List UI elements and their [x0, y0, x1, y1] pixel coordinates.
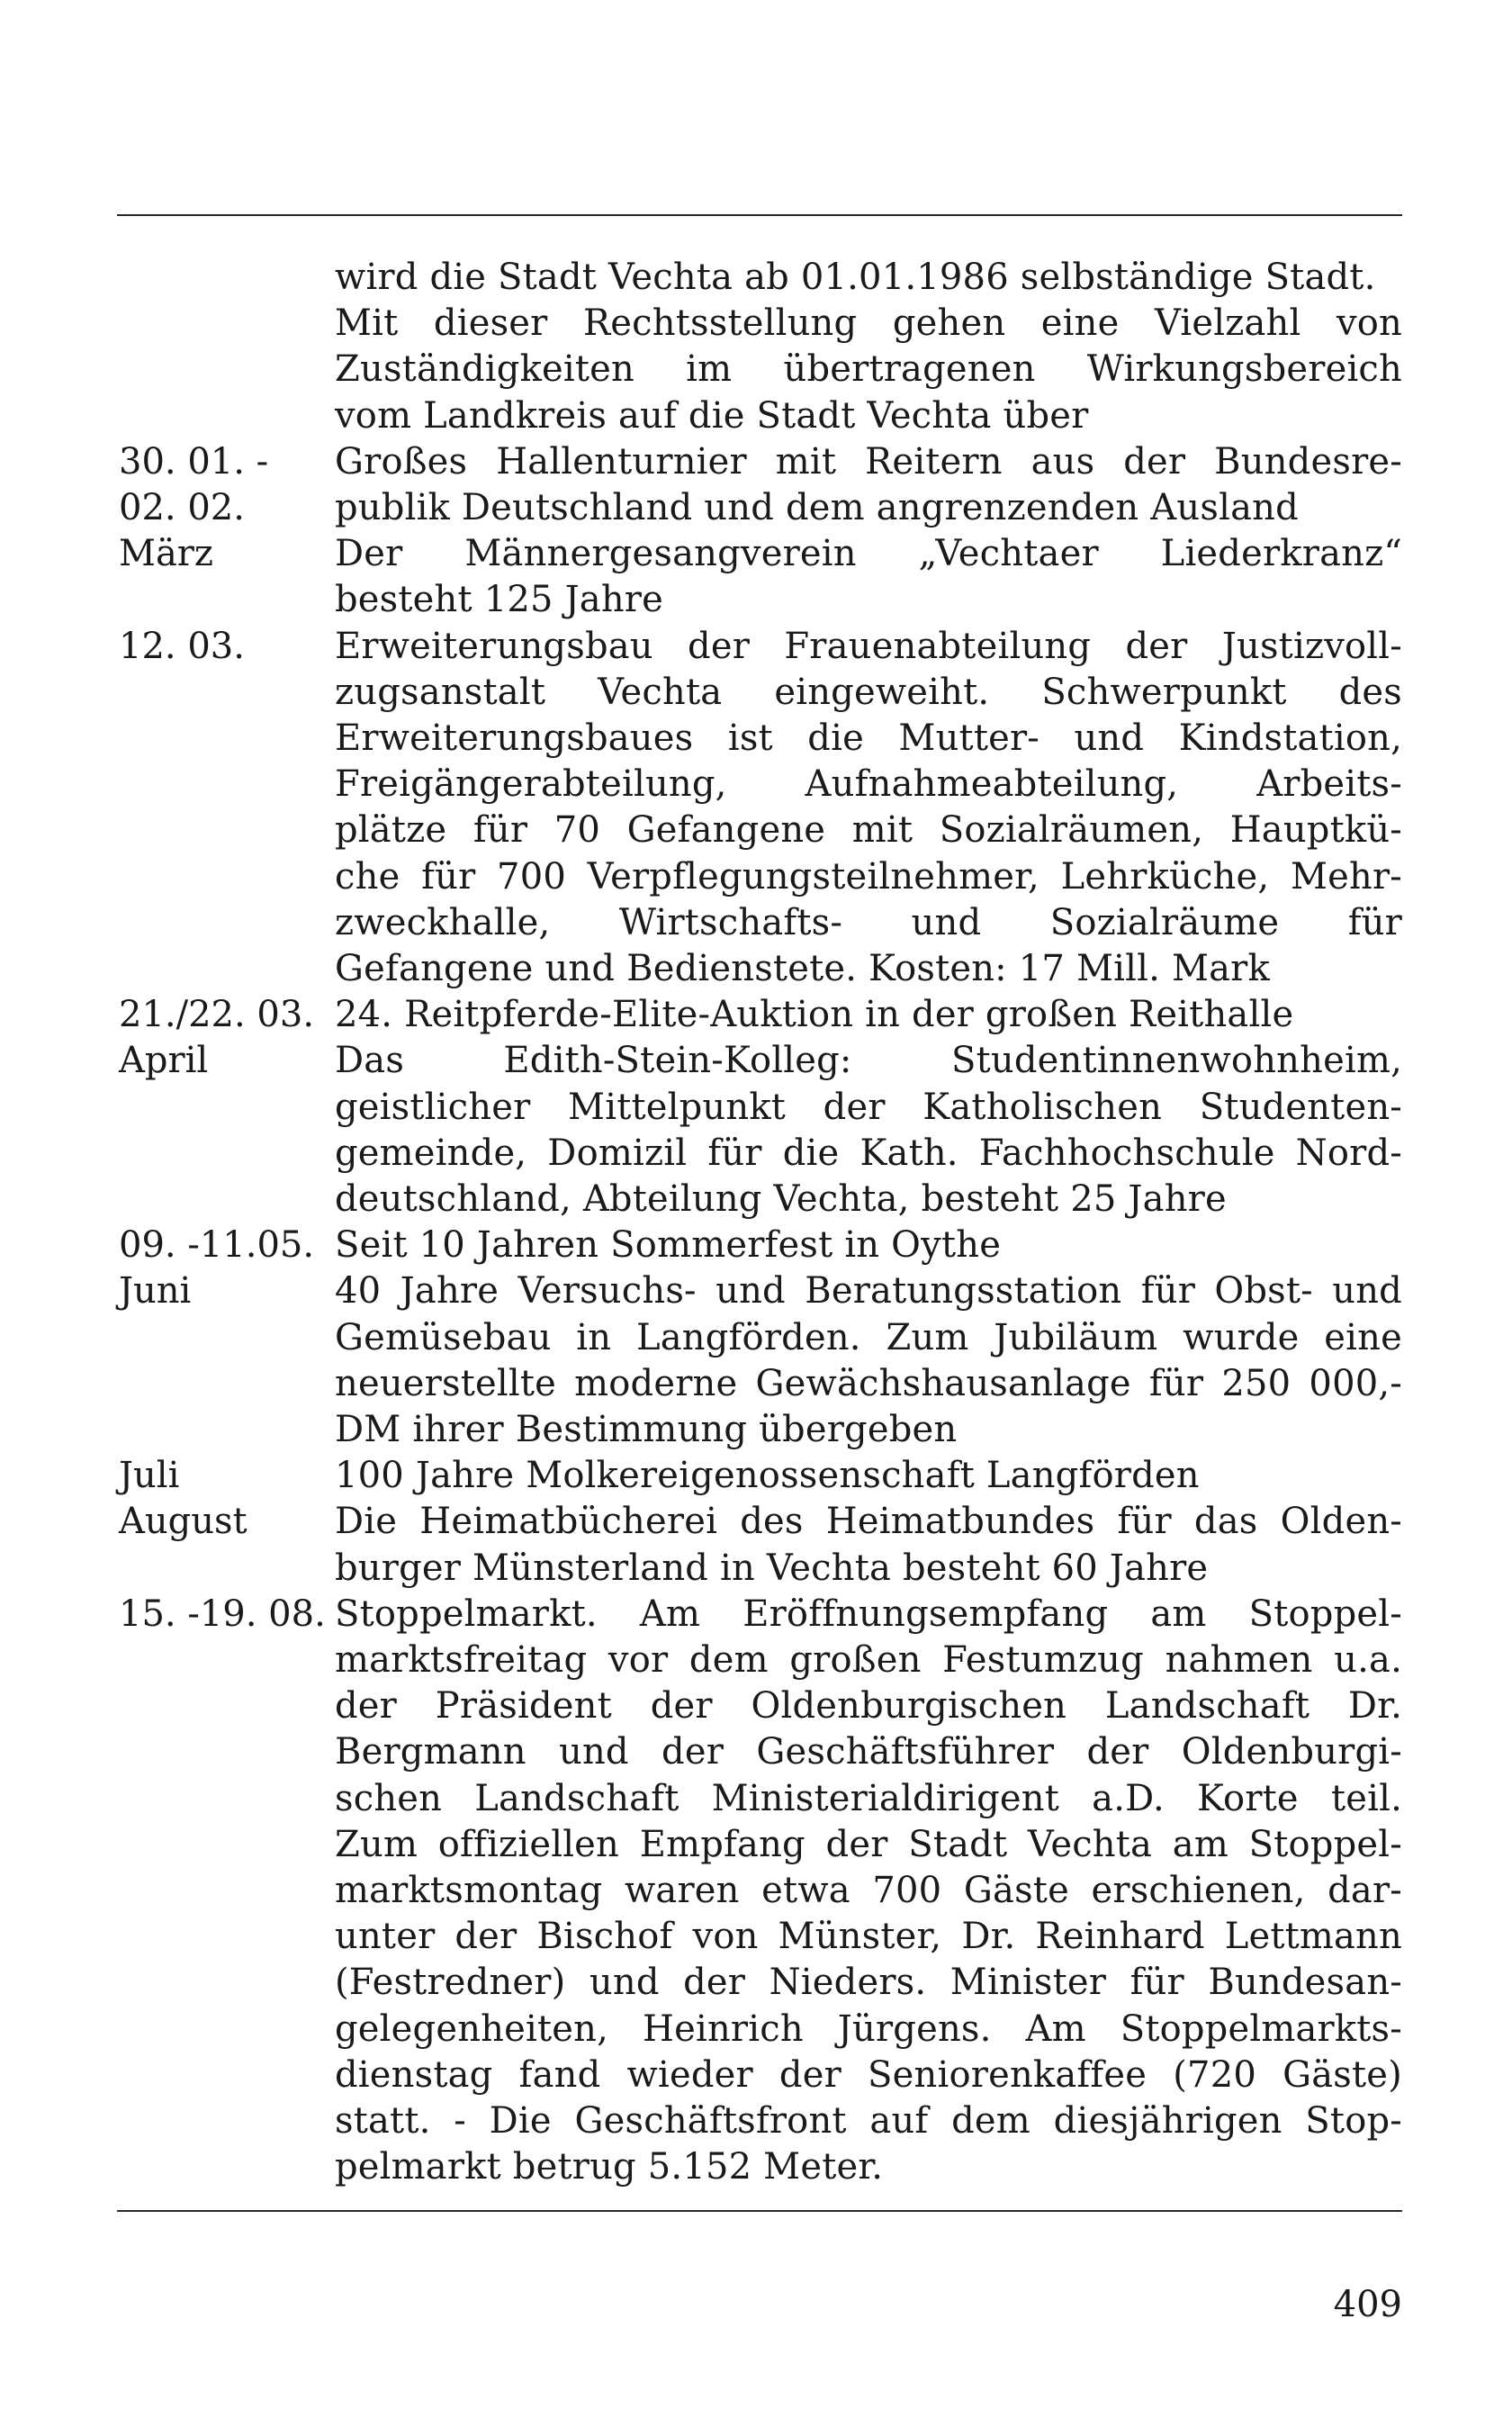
chronicle-line	[0, 1176, 1512, 1223]
entry-text: Stoppelmarkt. Am Eröffnungsempfang am Stoppel-	[335, 1592, 1402, 1635]
entry-date: 02. 02.	[119, 487, 245, 528]
chronicle-line	[0, 1222, 1512, 1268]
entry-date: 21./22. 03.	[119, 994, 315, 1036]
entry-text: publik Deutschland und dem angrenzenden Ausland	[335, 487, 1299, 528]
entry-text: pelmarkt betrug 5.152 Meter.	[335, 2146, 884, 2188]
chronicle-line	[0, 2006, 1512, 2053]
entry-text: Der Männergesangverein „Vechtaer Liederkranz“	[335, 533, 1402, 575]
entry-text: deutschland, Abteilung Vechta, besteht 25 Jahre	[335, 1178, 1227, 1220]
entry-date: Juli	[119, 1455, 180, 1497]
chronicle-line	[0, 669, 1512, 716]
chronicle-line	[0, 945, 1512, 992]
entry-date: 09. -11.05.	[119, 1224, 315, 1267]
chronicle-line	[0, 1452, 1512, 1499]
entry-text: burger Münsterland in Vechta besteht 60 Jahre	[335, 1547, 1209, 1589]
entry-text: che für 700 Verpflegungsteilnehmer, Lehrküche, Mehr-	[335, 855, 1402, 898]
page-number: 409	[1333, 2284, 1402, 2325]
chronicle-line	[0, 1498, 1512, 1545]
entry-text: Gemüsebau in Langförden. Zum Jubiläum wurde eine	[335, 1316, 1402, 1358]
entry-text: gelegenheiten, Heinrich Jürgens. Am Stoppelmarkts-	[335, 2007, 1402, 2050]
entry-text: zweckhalle, Wirtschafts- und Sozialräume für	[335, 901, 1402, 943]
chronicle-line	[0, 1775, 1512, 1822]
entry-text: marktsmontag waren etwa 700 Gäste erschienen, dar-	[335, 1870, 1402, 1911]
chronicle-line	[0, 1728, 1512, 1775]
entry-text: plätze für 70 Gefangene mit Sozialräumen, Hauptkü-	[335, 809, 1402, 852]
chronicle-line	[0, 1913, 1512, 1960]
chronicle-line	[0, 1591, 1512, 1638]
entry-date: August	[119, 1501, 248, 1543]
chronicle-line	[0, 1360, 1512, 1407]
entry-text: besteht 125 Jahre	[335, 579, 664, 621]
entry-text: Erweiterungsbaues ist die Mutter- und Kindstation,	[335, 717, 1402, 759]
entry-text: Zuständigkeiten im übertragenen Wirkungsbereich	[335, 348, 1402, 391]
entry-text: zugsanstalt Vechta eingeweiht. Schwerpunkt des	[335, 671, 1402, 713]
chronicle-line	[0, 853, 1512, 900]
entry-text: Bergmann und der Geschäftsführer der Oldenburgi-	[335, 1731, 1402, 1773]
chronicle-line	[0, 254, 1512, 301]
entry-date: 15. -19. 08.	[119, 1592, 326, 1635]
entry-text: Die Heimatbücherei des Heimatbundes für das Olden-	[335, 1501, 1402, 1543]
entry-text: geistlicher Mittelpunkt der Katholischen Studenten-	[335, 1086, 1402, 1128]
entry-text: vom Landkreis auf die Stadt Vechta über	[335, 394, 1089, 437]
entry-text: Seit 10 Jahren Sommerfest in Oythe	[335, 1224, 1002, 1267]
entry-text: 100 Jahre Molkereigenossenschaft Langförden	[335, 1455, 1200, 1497]
chronicle-line	[0, 300, 1512, 347]
entry-text: marktsfreitag vor dem großen Festumzug nahmen u.a.	[335, 1639, 1402, 1681]
chronicle-line	[0, 807, 1512, 853]
chronicle-line	[0, 623, 1512, 670]
entry-date: 12. 03.	[119, 625, 245, 667]
chronicle-line	[0, 438, 1512, 485]
entry-text: Mit dieser Rechtsstellung gehen eine Vielzahl von	[335, 302, 1402, 345]
chronicle-line	[0, 1867, 1512, 1914]
chronicle-line	[0, 2143, 1512, 2190]
chronicle-line	[0, 899, 1512, 946]
chronicle-line	[0, 2098, 1512, 2144]
chronicle-line	[0, 484, 1512, 531]
entry-text: (Festredner) und der Nieders. Minister für Bundesan-	[335, 1962, 1402, 2004]
entry-text: dienstag fand wieder der Seniorenkaffee (720 Gäste)	[335, 2053, 1402, 2096]
chronicle-line	[0, 1637, 1512, 1683]
entry-date: Juni	[119, 1270, 192, 1313]
chronicle-line	[0, 1683, 1512, 1729]
chronicle-line	[0, 991, 1512, 1038]
chronicle-line	[0, 530, 1512, 577]
entry-text: Erweiterungsbau der Frauenabteilung der Justizvoll-	[335, 625, 1402, 667]
entry-text: Freigängerabteilung, Aufnahmeabteilung, Arbeits-	[335, 763, 1402, 806]
entry-date: März	[119, 533, 213, 575]
entry-text: Zum offiziellen Empfang der Stadt Vechta am Stoppel-	[335, 1823, 1402, 1865]
chronicle-line	[0, 346, 1512, 392]
chronicle-line	[0, 1545, 1512, 1592]
entry-text: der Präsident der Oldenburgischen Landschaft Dr.	[335, 1685, 1402, 1728]
chronicle-line	[0, 1130, 1512, 1177]
chronicle-line	[0, 715, 1512, 762]
entry-text: unter der Bischof von Münster, Dr. Reinhard Lettmann	[335, 1916, 1402, 1958]
entry-text: Das Edith-Stein-Kolleg: Studentinnenwohnheim,	[335, 1040, 1402, 1082]
entry-date: April	[119, 1040, 209, 1082]
bottom-rule	[117, 2210, 1402, 2212]
entry-text: 24. Reitpferde-Elite-Auktion in der großen Reithalle	[335, 994, 1294, 1036]
chronicle-line	[0, 576, 1512, 623]
chronicle-line	[0, 1959, 1512, 2006]
chronicle-line	[0, 761, 1512, 807]
chronicle-line	[0, 1314, 1512, 1361]
entry-text: Großes Hallenturnier mit Reitern aus der Bundesre-	[335, 440, 1402, 483]
entry-text: Gefangene und Bedienstete. Kosten: 17 Mill. Mark	[335, 948, 1270, 989]
chronicle-line	[0, 1821, 1512, 1868]
entry-date: 30. 01. -	[119, 440, 269, 483]
chronicle-line	[0, 2052, 1512, 2098]
entry-text: statt. - Die Geschäftsfront auf dem diesjährigen Stop-	[335, 2100, 1402, 2142]
entry-text: neuerstellte moderne Gewächshausanlage für 250 000,-	[335, 1362, 1402, 1404]
entry-text: wird die Stadt Vechta ab 01.01.1986 selbständige Stadt.	[335, 257, 1376, 298]
top-rule	[117, 214, 1402, 216]
entry-text: schen Landschaft Ministerialdirigent a.D. Korte teil.	[335, 1777, 1402, 1819]
chronicle-line	[0, 1406, 1512, 1453]
entry-text: DM ihrer Bestimmung übergeben	[335, 1409, 958, 1450]
chronicle-line	[0, 1268, 1512, 1314]
entry-text: gemeinde, Domizil für die Kath. Fachhochschule Nord-	[335, 1132, 1402, 1174]
entry-text: 40 Jahre Versuchs- und Beratungsstation für Obst- und	[335, 1270, 1402, 1313]
chronicle-line	[0, 1084, 1512, 1131]
chronicle-line	[0, 1037, 1512, 1084]
chronicle-line	[0, 392, 1512, 439]
